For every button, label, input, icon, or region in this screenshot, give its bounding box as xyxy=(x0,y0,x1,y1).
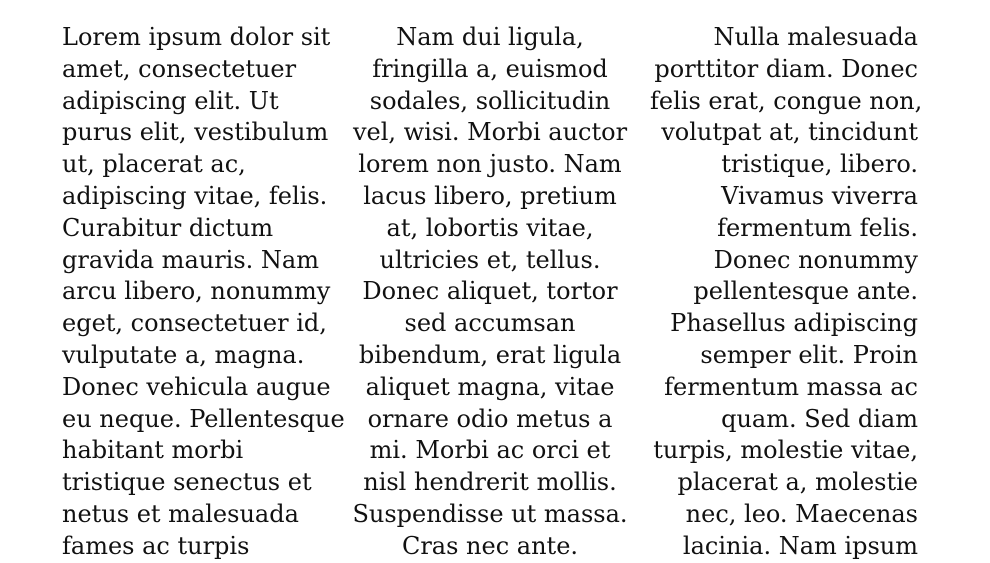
text-line: fringilla a, euismod xyxy=(372,54,608,83)
text-line: lorem non justo. Nam xyxy=(358,150,622,179)
text-line: vulputate a, magna. xyxy=(62,340,305,369)
text-line: arcu libero, nonummy xyxy=(62,277,331,306)
text-line: quam. Sed diam xyxy=(721,404,918,433)
text-line: turpis, molestie vitae, xyxy=(653,436,918,465)
text-line: Suspendisse ut massa. xyxy=(352,499,628,528)
text-line: sed accumsan xyxy=(404,309,576,338)
text-line: mi. Morbi ac orci et xyxy=(369,436,611,465)
text-line: ornare odio metus a xyxy=(367,404,613,433)
text-line: bibendum, erat ligula xyxy=(358,340,622,369)
text-line: sodales, sollicitudin xyxy=(369,86,611,115)
text-line: amet, consectetuer xyxy=(62,54,297,83)
text-column-right xyxy=(650,22,923,563)
text-line: ultricies et, tellus. xyxy=(379,245,601,274)
text-column-left xyxy=(62,22,345,563)
text-line: lacus libero, pretium xyxy=(363,181,617,210)
text-line: fames ac turpis xyxy=(62,531,250,560)
text-line: tristique senectus et xyxy=(62,468,312,497)
text-line: fermentum massa ac xyxy=(664,372,918,401)
text-column-center xyxy=(350,22,630,563)
text-line: porttitor diam. Donec xyxy=(654,54,918,83)
text-line: ut, placerat ac, xyxy=(62,150,246,179)
text-line: nisl hendrerit mollis. xyxy=(363,468,617,497)
text-line: Lorem ipsum dolor sit xyxy=(62,23,331,51)
text-line: Cras nec ante. xyxy=(401,531,579,560)
text-line: gravida mauris. Nam xyxy=(62,245,319,274)
text-line: adipiscing elit. Ut xyxy=(62,86,279,115)
text-line: volutpat at, tincidunt xyxy=(661,118,918,147)
text-line: vel, wisi. Morbi auctor xyxy=(352,118,628,147)
text-line: habitant morbi xyxy=(62,436,244,465)
text-line: Curabitur dictum xyxy=(62,213,274,242)
text-line: pellentesque ante. xyxy=(693,277,918,306)
text-line: Donec nonummy xyxy=(713,245,918,274)
text-line: eu neque. Pellentesque xyxy=(62,404,345,433)
text-line: Nulla malesuada xyxy=(713,23,918,51)
text-line: fermentum felis. xyxy=(717,213,918,242)
text-line: purus elit, vestibulum xyxy=(62,118,329,147)
text-line: lacinia. Nam ipsum xyxy=(682,531,918,560)
text-line: nec, leo. Maecenas xyxy=(685,499,918,528)
text-line: tristique, libero. xyxy=(721,150,918,179)
text-line: at, lobortis vitae, xyxy=(386,213,594,242)
text-line: aliquet magna, vitae xyxy=(365,372,615,401)
text-line: semper elit. Proin xyxy=(700,340,918,369)
text-line: felis erat, congue non, xyxy=(650,86,923,115)
text-line: netus et malesuada xyxy=(62,499,299,528)
text-line: Phasellus adipiscing xyxy=(670,309,918,338)
text-line: Nam dui ligula, xyxy=(396,23,584,51)
text-line: Vivamus viverra xyxy=(721,181,918,210)
text-line: adipiscing vitae, felis. xyxy=(62,181,328,210)
text-line: placerat a, molestie xyxy=(677,468,918,497)
text-line: Donec aliquet, tortor xyxy=(362,277,618,306)
text-line: Donec vehicula augue xyxy=(62,372,331,401)
text-line: eget, consectetuer id, xyxy=(62,309,327,338)
